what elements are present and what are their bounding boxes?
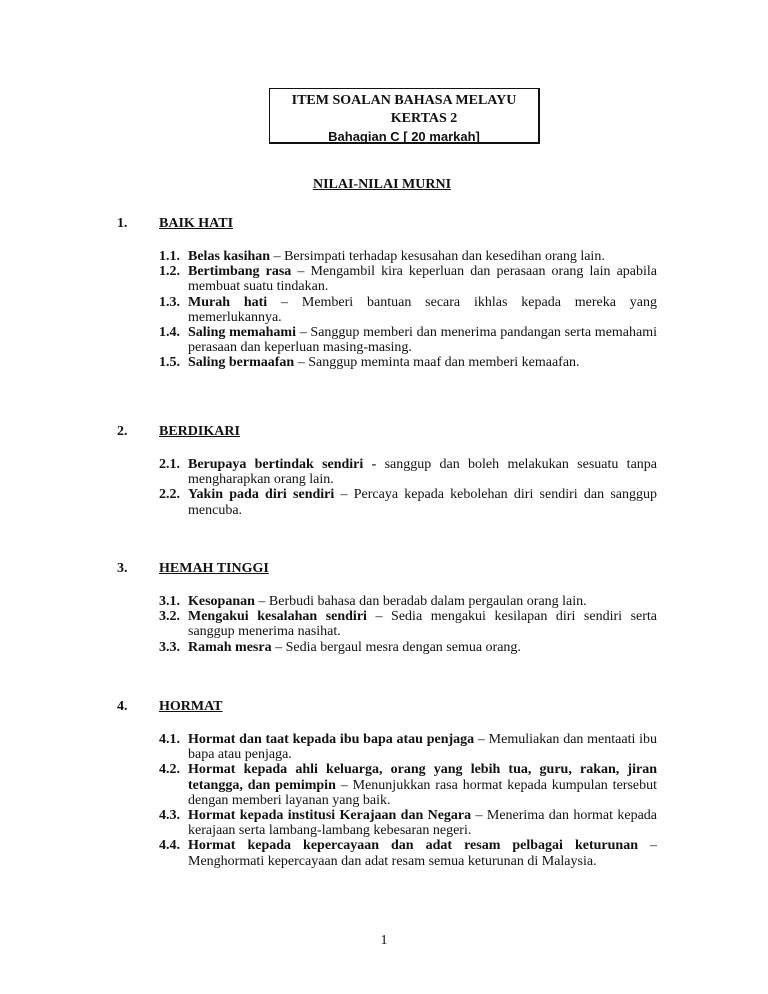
section-number: 2. — [117, 424, 128, 439]
item-number: 4.3. — [159, 808, 180, 824]
section-number: 4. — [117, 699, 128, 714]
item-term: Mengakui kesalahan sendiri — [188, 609, 367, 625]
item-number: 1.2. — [159, 264, 180, 280]
item-term: Hormat kepada ahli keluarga, orang yang lebih tua, guru, rakan, jiran tetangga, dan pemimpin — [188, 762, 657, 793]
item-term: Saling memahami — [188, 325, 296, 341]
item-number: 1.5. — [159, 355, 180, 371]
list-item — [159, 838, 657, 868]
item-number: 2.2. — [159, 487, 180, 503]
list-item — [159, 355, 657, 370]
item-desc: – Menunjukkan rasa hormat kepada kumpulan tersebut dengan memberi layanan yang baik. — [188, 777, 657, 808]
section-items — [159, 249, 657, 371]
section-heading — [117, 699, 657, 719]
item-desc: – Berbudi bahasa dan beradab dalam pergaulan orang lain. — [254, 594, 587, 609]
list-item — [159, 249, 657, 264]
list-item — [159, 594, 657, 609]
item-term: Bertimbang rasa — [188, 264, 292, 280]
list-item — [159, 295, 657, 325]
item-number: 4.1. — [159, 732, 180, 747]
item-number: 3.2. — [159, 609, 180, 625]
item-desc: sanggup dan boleh melakukan sesuatu tanpa mengharapkan orang lain. — [188, 457, 657, 488]
list-item — [159, 609, 657, 639]
list-item — [159, 732, 657, 762]
item-term: Hormat dan taat kepada ibu bapa atau penjaga — [188, 732, 475, 747]
item-term: Yakin pada diri sendiri — [188, 487, 335, 503]
header-line-1: ITEM SOALAN BAHASA MELAYU — [291, 93, 517, 108]
list-item — [159, 762, 657, 808]
list-item — [159, 325, 657, 355]
list-item — [159, 487, 657, 517]
section-number: 1. — [117, 216, 128, 231]
section-4 — [117, 699, 658, 869]
item-desc: – Sedia mengakui kesilapan diri sendiri serta sanggup menerima nasihat. — [188, 609, 657, 640]
item-number: 4.2. — [159, 762, 180, 778]
item-number: 3.1. — [159, 594, 180, 609]
page-number: 1 — [380, 933, 388, 948]
item-desc: – Mengambil kira keperluan dan perasaan orang lain apabila membuat suatu tindakan. — [188, 264, 657, 295]
item-desc: – Sedia bergaul mesra dengan semua orang. — [271, 639, 521, 655]
item-desc: – Menghormati kepercayaan dan adat resam semua keturunan di Malaysia. — [188, 838, 658, 869]
item-desc: – Bersimpati terhadap kesusahan dan kesedihan orang lain. — [270, 249, 605, 264]
item-desc: – Memuliakan dan mentaati ibu bapa atau penjaga. — [188, 732, 658, 763]
section-title: HEMAH TINGGI — [159, 561, 269, 576]
section-title: HORMAT — [159, 699, 223, 714]
item-number: 4.4. — [159, 838, 180, 854]
item-desc: – Menerima dan hormat kepada kerajaan serta lambang-lambang kebesaran negeri. — [188, 808, 658, 839]
item-desc: – Sanggup meminta maaf dan memberi kemaafan. — [294, 355, 580, 371]
item-term: Ramah mesra — [188, 639, 272, 655]
section-title: BERDIKARI — [159, 424, 240, 439]
section-items — [159, 457, 657, 518]
section-3 — [117, 561, 657, 655]
item-number: 2.1. — [159, 457, 180, 472]
item-number: 1.4. — [159, 325, 180, 341]
page-title-text: NILAI-NILAI MURNI — [312, 177, 452, 192]
item-term: Belas kasihan — [188, 249, 271, 264]
list-item — [159, 457, 657, 487]
section-items — [159, 594, 657, 655]
item-term: Hormat kepada institusi Kerajaan dan Negara — [188, 808, 472, 824]
list-item — [159, 808, 657, 838]
list-item — [159, 640, 657, 655]
section-heading — [117, 216, 657, 236]
section-2 — [117, 424, 657, 518]
section-number: 3. — [117, 561, 128, 576]
section-1 — [117, 216, 658, 371]
header-line-2: KERTAS 2 — [390, 111, 458, 126]
item-desc: – Sanggup memberi dan menerima pandangan serta memahami perasaan dan keperluan masing-masing. — [188, 325, 658, 356]
section-heading — [117, 424, 657, 444]
item-term: Murah hati — [188, 294, 268, 310]
item-desc: – Percaya kepada kebolehan diri sendiri dan sanggup mencuba. — [188, 487, 657, 518]
item-number: 1.1. — [159, 249, 180, 264]
section-title: BAIK HATI — [159, 216, 234, 231]
item-term: Berupaya bertindak sendiri - — [188, 457, 377, 472]
page-title — [0, 177, 768, 193]
item-term: Kesopanan — [188, 594, 255, 609]
list-item — [159, 264, 657, 294]
section-items — [159, 732, 657, 869]
item-number: 1.3. — [159, 294, 180, 310]
item-term: Hormat kepada kepercayaan dan adat resam pelbagai keturunan — [188, 838, 638, 854]
item-desc: – Memberi bantuan secara ikhlas kepada mereka yang memerlukannya. — [188, 294, 658, 325]
header-line-3: Bahagian C [ 20 markah] — [328, 129, 480, 144]
item-number: 3.3. — [159, 639, 180, 655]
section-heading — [117, 561, 657, 581]
item-term: Saling bermaafan — [188, 355, 295, 371]
header-box — [269, 88, 540, 144]
